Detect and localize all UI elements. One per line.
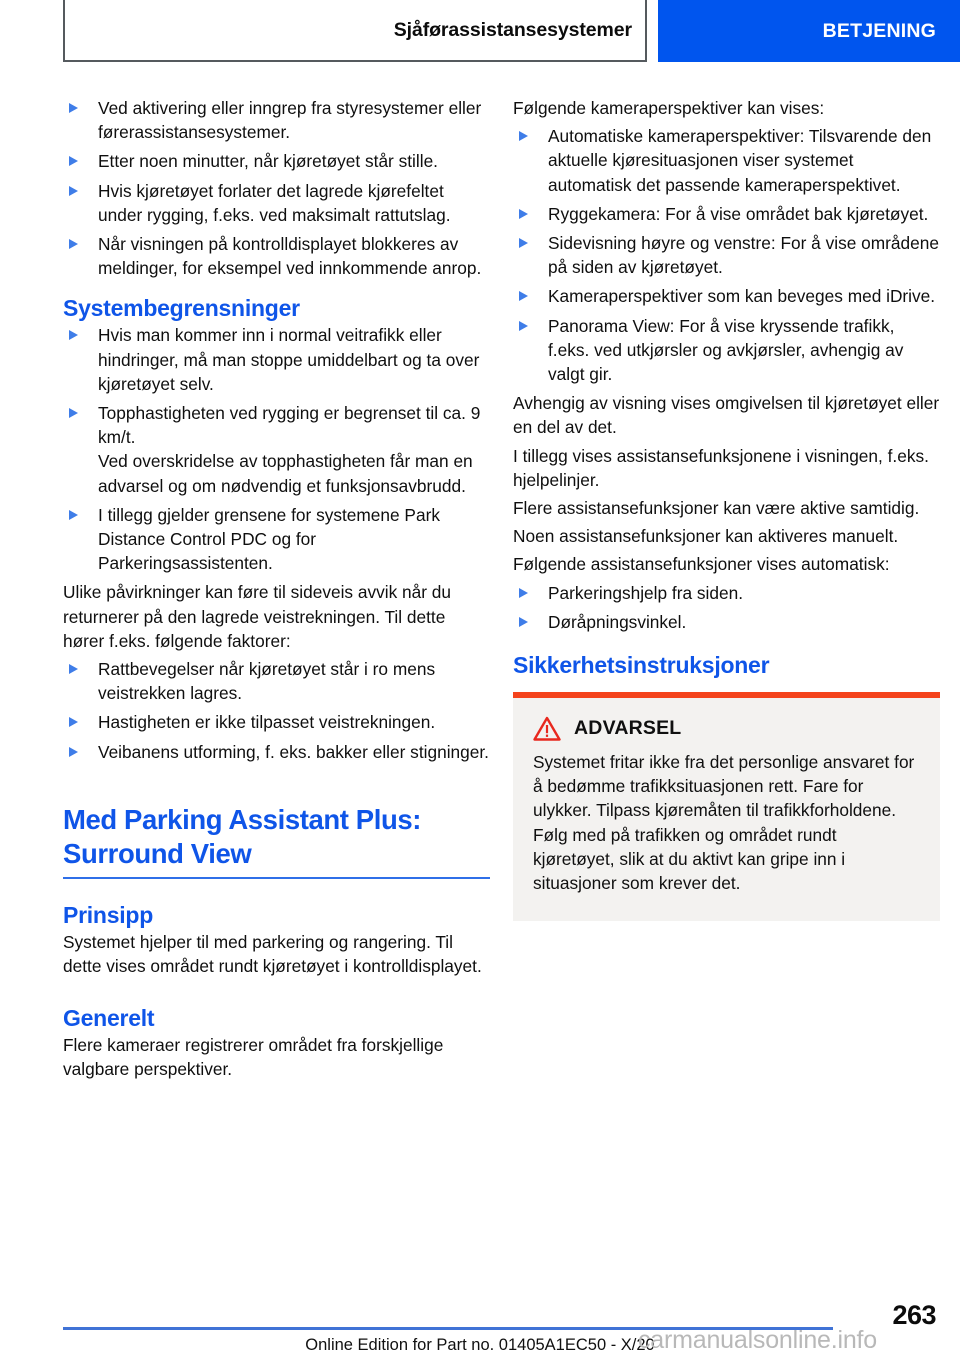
list-item-text: Hvis man kommer inn i normal veitrafikk eller hindringer, må man stoppe umiddelbart og ta over kjøretøyet selv. bbox=[98, 325, 480, 394]
triangle-bullet-icon bbox=[519, 291, 528, 301]
triangle-bullet-icon bbox=[519, 321, 528, 331]
page-header bbox=[0, 0, 960, 64]
list-item-text: Automatiske kameraperspektiver: Tilsvarende den aktuelle kjøresituasjonen viser systemet automatisk det passende kameraperspektivet. bbox=[548, 126, 932, 195]
triangle-bullet-icon bbox=[519, 209, 528, 219]
watermark: carmanualsonline.info bbox=[638, 1326, 878, 1354]
list-item-text: Når visningen på kontrolldisplayet blokkeres av meldinger, for eksempel ved innkommende anrop. bbox=[98, 234, 482, 279]
right-column bbox=[513, 96, 940, 921]
list-item bbox=[63, 149, 490, 173]
warning-title: ADVARSEL bbox=[574, 717, 682, 740]
list-item bbox=[63, 657, 490, 705]
list-item-text: I tillegg gjelder grensene for systemene Park Distance Control PDC og for Parkeringsassistenten. bbox=[98, 504, 440, 574]
list-item bbox=[63, 710, 490, 734]
triangle-bullet-icon bbox=[519, 131, 528, 141]
auto-function-bullet-list bbox=[513, 581, 940, 634]
header-section-label: BETJENING bbox=[822, 19, 936, 42]
right-paragraph-2: I tillegg vises assistansefunksjonene i visningen, f.eks. hjelpelinjer. bbox=[513, 445, 929, 490]
triangle-bullet-icon bbox=[519, 588, 528, 598]
perspectives-intro: Følgende kameraperspektiver kan vises: bbox=[513, 98, 825, 118]
list-item-text: Hastigheten er ikke tilpasset veistrekningen. bbox=[98, 712, 436, 733]
list-item-text: Ved aktivering eller inngrep fra styresystemer eller førerassistansesystemer. bbox=[98, 98, 482, 143]
list-item bbox=[513, 314, 940, 387]
warning-text: Systemet fritar ikke fra det personlige ansvaret for å bedømme trafikksituasjonen rett. Fare for ulykker. Tilpass kjøremåten til trafikkforholdene. Følg med på trafikken og området rundt kjøretøyet, slik at du aktivt kan gripe inn i situasjoner som krever det. bbox=[533, 752, 915, 894]
header-chapter-title: Sjåførassistansesystemer bbox=[393, 18, 632, 41]
list-item-text: Etter noen minutter, når kjøretøyet står stille. bbox=[98, 151, 438, 172]
chapter-heading: Med Parking Assistant Plus: Surround View bbox=[63, 803, 421, 869]
triangle-bullet-icon bbox=[69, 330, 78, 340]
list-item-text: Parkeringshjelp fra siden. bbox=[548, 582, 743, 603]
list-item bbox=[63, 323, 490, 396]
list-item-text: Rattbevegelser når kjøretøyet står i ro mens veistrekken lagres. bbox=[98, 659, 436, 704]
triangle-bullet-icon bbox=[69, 239, 78, 249]
generelt-text: Flere kameraer registrerer området fra forskjellige valgbare perspektiver. bbox=[63, 1035, 444, 1080]
list-item-text: Hvis kjøretøyet forlater det lagrede kjørefeltet under rygging, f.eks. ved maksimalt rattutslag. bbox=[98, 180, 451, 225]
section-heading-sikkerhetsinstruksjoner: Sikkerhetsinstruksjoner bbox=[513, 652, 770, 679]
section-heading-generelt: Generelt bbox=[63, 1005, 155, 1032]
list-item bbox=[63, 232, 490, 280]
triangle-bullet-icon bbox=[69, 717, 78, 727]
right-paragraph-3: Flere assistansefunksjoner kan være aktive samtidig. bbox=[513, 498, 920, 519]
list-item bbox=[513, 610, 940, 634]
right-paragraph-5: Følgende assistansefunksjoner vises automatisk: bbox=[513, 554, 890, 575]
systembegrensninger-paragraph: Ulike påvirkninger kan føre til sideveis avvik når du returnerer på den lagrede veistrekningen. Til dette hører f.eks. følgende faktorer: bbox=[63, 582, 452, 651]
page-number: 263 bbox=[892, 1300, 936, 1330]
list-item-text: Døråpningsvinkel. bbox=[548, 611, 687, 632]
list-item-text: Ryggekamera: For å vise området bak kjøretøyet. bbox=[548, 203, 929, 224]
list-item bbox=[63, 401, 490, 498]
triangle-bullet-icon bbox=[69, 408, 78, 418]
triangle-bullet-icon bbox=[69, 103, 78, 113]
list-item-text: Topphastigheten ved rygging er begrenset til ca. 9 km/t. bbox=[98, 403, 481, 448]
list-item bbox=[63, 503, 490, 576]
section-heading-systembegrensninger: Systembegrensninger bbox=[63, 295, 300, 322]
triangle-bullet-icon bbox=[69, 747, 78, 757]
list-item bbox=[513, 124, 940, 197]
list-item bbox=[513, 231, 940, 279]
perspective-bullet-list bbox=[513, 124, 940, 386]
warning-box bbox=[513, 698, 940, 921]
warning-panel bbox=[513, 692, 940, 921]
section-heading-prinsipp: Prinsipp bbox=[63, 901, 154, 928]
list-item bbox=[513, 284, 940, 308]
warning-triangle-icon bbox=[533, 716, 561, 741]
right-paragraph-1: Avhengig av visning vises omgivelsen til kjøretøyet eller en del av det. bbox=[513, 393, 940, 438]
triangle-bullet-icon bbox=[69, 664, 78, 674]
list-item bbox=[63, 179, 490, 227]
list-item-text: Kameraperspektiver som kan beveges med iDrive. bbox=[548, 286, 936, 307]
systembegrensninger-bullet-list bbox=[63, 323, 490, 575]
triangle-bullet-icon bbox=[69, 510, 78, 520]
triangle-bullet-icon bbox=[69, 156, 78, 166]
left-column bbox=[63, 96, 490, 1086]
list-item-subtext: Ved overskridelse av topphastigheten får man en advarsel og om nødvendig et funksjonsavbrudd. bbox=[98, 451, 473, 496]
top-bullet-list bbox=[63, 96, 490, 280]
list-item-text: Veibanens utforming, f. eks. bakker eller stigninger. bbox=[98, 741, 489, 762]
list-item bbox=[63, 740, 490, 764]
triangle-bullet-icon bbox=[519, 238, 528, 248]
footer-edition-text: Online Edition for Part no. 01405A1EC50 - X/20 bbox=[305, 1336, 655, 1354]
prinsipp-text: Systemet hjelper til med parkering og rangering. Til dette vises området rundt kjøretøyet i kontrolldisplayet. bbox=[63, 931, 482, 977]
list-item bbox=[63, 96, 490, 144]
list-item bbox=[513, 581, 940, 605]
factor-bullet-list bbox=[63, 657, 490, 764]
header-section-tab bbox=[658, 0, 960, 62]
right-paragraph-4: Noen assistansefunksjoner kan aktiveres manuelt. bbox=[513, 526, 899, 547]
list-item-text: Panorama View: For å vise kryssende trafikk, f.eks. ved utkjørsler og avkjørsler, avhengig av valgt gir. bbox=[548, 315, 904, 385]
list-item-text: Sidevisning høyre og venstre: For å vise områdene på siden av kjøretøyet. bbox=[548, 233, 939, 278]
triangle-bullet-icon bbox=[69, 186, 78, 196]
list-item bbox=[513, 202, 940, 226]
header-chapter-box bbox=[63, 0, 647, 62]
triangle-bullet-icon bbox=[519, 617, 528, 627]
warning-header bbox=[533, 716, 920, 741]
